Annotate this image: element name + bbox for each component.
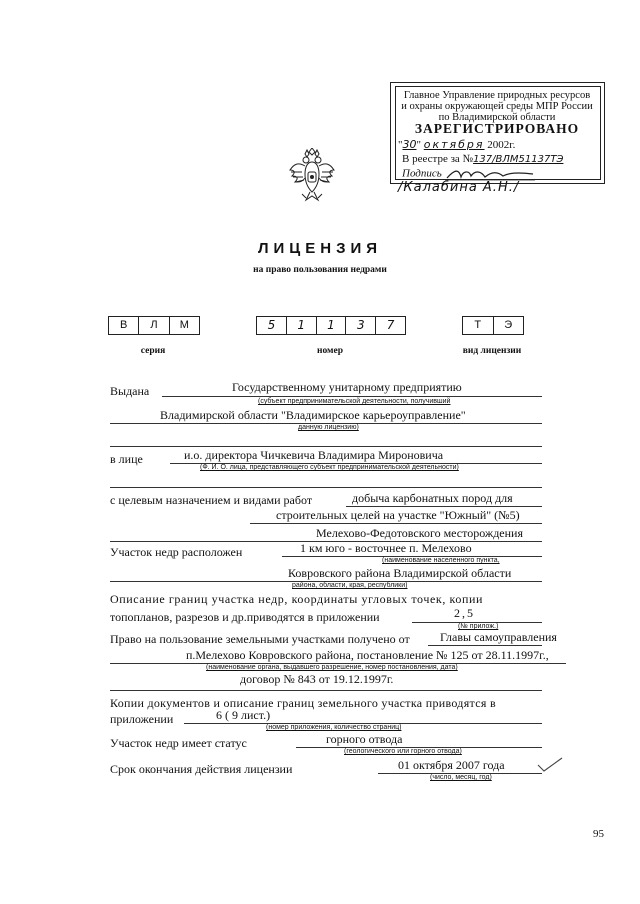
land-rights-value-line-1: Главы самоуправления [440, 630, 557, 644]
stamp-registered-label: ЗАРЕГИСТРИРОВАНО [414, 121, 580, 136]
boundaries-text-line-1: Описание границ участка недр, координаты угловых точек, копии [110, 592, 484, 606]
represented-value: и.о. директора Чичкевича Владимира Мироновича [184, 448, 444, 462]
document-title: ЛИЦЕНЗИЯ [257, 240, 383, 257]
boundaries-text-line-2: топопланов, разрезов и др.приводятся в приложении [110, 610, 380, 624]
land-rights-value-line-2: п.Мелехово Ковровского района, постановление № 125 от 28.11.1997г., [186, 648, 549, 662]
issued-rule-1 [162, 396, 542, 397]
land-rights-caption: (наименование органа, выдавшего разрешение, номер постановления, дата) [206, 664, 458, 671]
handwritten-signature [445, 167, 535, 181]
stamp-date-year: 2002г. [487, 139, 516, 151]
license-type-caption: вид лицензии [462, 346, 522, 356]
location-value-line-1: 1 км юго - восточнее п. Мелехово [300, 541, 472, 555]
stamp-signature-label: Подпись [402, 167, 442, 180]
copies-value: 6 ( 9 лист.) [216, 708, 271, 722]
stamp-date-day: 30 [402, 138, 417, 151]
status-value: горного отвода [326, 732, 403, 746]
stamp-authority-line-2: и охраны окружающей среды МПР России [401, 101, 593, 112]
stamp-registry-row [402, 153, 602, 165]
location-value-line-2: Ковровского района Владимирской области [288, 566, 512, 580]
series-box [108, 316, 200, 335]
stamp-authority-line-3: по Владимирской области [438, 112, 556, 123]
status-label: Участок недр имеет статус [110, 736, 247, 750]
copies-text-line-1: Копии документов и описание границ земельного участка приводятся в [110, 696, 496, 710]
license-type-cell: Э [504, 319, 513, 331]
number-caption: номер [316, 346, 343, 356]
land-rights-label: Право на пользование земельными участками получено от [110, 632, 410, 646]
expiry-value: 01 октября 2007 года [398, 758, 505, 772]
stamp-date-quote-close: " [416, 139, 421, 151]
stamp-handwritten-name: /Калабина А.Н./ [398, 180, 520, 195]
location-caption-1: (наименование населенного пункта, [382, 557, 500, 564]
boundaries-appendix-value: 2,5 [454, 606, 475, 620]
checkmark-icon [536, 756, 564, 774]
purpose-value-line-1: добыча карбонатных пород для [352, 491, 513, 505]
issued-caption-1: (субъект предпринимательской деятельности, получивший [258, 398, 451, 405]
land-rights-rule-1 [428, 645, 542, 646]
coat-of-arms-emblem [288, 148, 336, 206]
number-cell: 7 [386, 318, 395, 332]
series-caption: серия [140, 346, 166, 356]
license-type-box [462, 316, 524, 335]
purpose-rule-2 [250, 523, 542, 524]
stamp-registry-prefix: В реестре за № [402, 153, 474, 165]
location-label: Участок недр расположен [110, 545, 243, 559]
status-caption: (геологического или горного отвода) [344, 748, 462, 755]
stamp-signature-row [402, 167, 602, 181]
represented-label: в лице [110, 452, 143, 466]
series-cell: В [109, 317, 139, 334]
copies-caption: (номер приложения, количество страниц) [266, 724, 402, 731]
number-cell: 1 [317, 317, 347, 334]
expiry-label: Срок окончания действия лицензии [110, 762, 293, 776]
represented-rule-2 [110, 487, 542, 488]
stamp-date-month: октября [423, 138, 485, 151]
purpose-rule-1 [346, 506, 542, 507]
issued-value-line-2: Владимирской области "Владимирское карьероуправление" [160, 408, 466, 422]
land-rights-rule-3 [110, 690, 542, 691]
issued-caption-2: данную лицензию) [298, 424, 359, 431]
number-cell: 1 [287, 317, 317, 334]
purpose-value-line-2: строительных целей на участке "Южный" (№5) [276, 508, 520, 522]
issued-rule-3 [110, 446, 542, 447]
page-number: 95 [593, 828, 604, 840]
boundaries-caption: (№ прилож.) [458, 623, 499, 630]
land-rights-value-line-3: договор № 843 от 19.12.1997г. [240, 672, 394, 686]
series-cell: М [179, 319, 189, 331]
purpose-label: с целевым назначением и видами работ [110, 493, 313, 507]
license-type-cell: Т [463, 317, 494, 334]
stamp-date-row [398, 138, 598, 151]
number-cell: 3 [346, 317, 376, 334]
issued-value-line-1: Государственному унитарному предприятию [232, 380, 462, 394]
number-cell: 5 [257, 317, 287, 334]
stamp-authority-line-1: Главное Управление природных ресурсов [403, 90, 591, 101]
document-subtitle: на право пользования недрами [253, 265, 387, 275]
issued-label: Выдана [110, 384, 150, 398]
number-box [256, 316, 406, 335]
represented-caption: (Ф. И. О. лица, представляющего субъект предпринимательской деятельности) [200, 464, 459, 471]
purpose-value-line-3: Мелехово-Федотовского месторождения [316, 526, 523, 540]
series-cell: Л [139, 317, 169, 334]
expiry-caption: (число, месяц, год) [430, 774, 492, 781]
stamp-registry-number: 137/ВЛМ51137ТЭ [473, 154, 564, 165]
location-caption-2: района, области, края, республики) [292, 582, 408, 589]
copies-text-line-2: приложении [110, 712, 174, 726]
stamp-date-quote-open: " [398, 139, 403, 151]
